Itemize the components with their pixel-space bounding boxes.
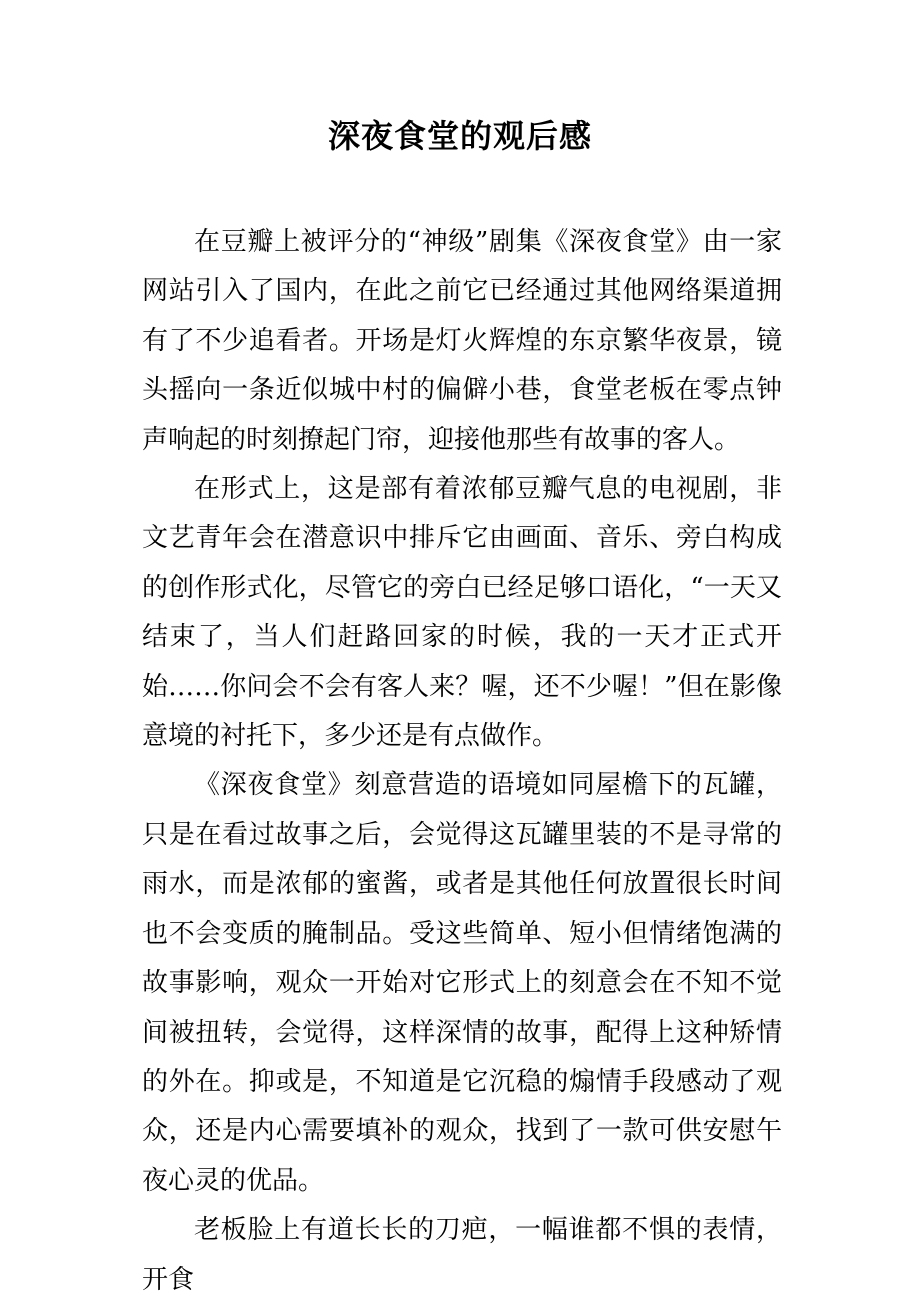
document-title: 深夜食堂的观后感 <box>327 117 592 155</box>
paragraph-3: 《深夜食堂》刻意营造的语境如同屋檐下的瓦罐，只是在看过故事之后，会觉得这瓦罐里装的不是寻常的雨水，而是浓郁的蜜酱，或者是其他任何放置很长时间也不会变质的腌制品。受这些简单、短小但情绪饱满的故事影响，观众一开始对它形式上的刻意会在不知不觉间被扭转，会觉得，这样深情的故事，配得上这种矫情的外在。抑或是，不知道是它沉稳的煽情手段感动了观众，还是内心需要填补的观众，找到了一款可供安慰午夜心灵的优品。 <box>142 770 782 1196</box>
paragraph-2: 在形式上，这是部有着浓郁豆瓣气息的电视剧，非文艺青年会在潜意识中排斥它由画面、音乐、旁白构成的创作形式化，尽管它的旁白已经足够口语化，“一天又结束了，当人们赶路回家的时候，我的一天才正式开始……你问会不会有客人来？喔，还不少喔！”但在影像意境的衬托下，多少还是有点做作。 <box>142 474 782 752</box>
document-body <box>142 218 782 1305</box>
paragraph-4: 老板脸上有道长长的刀疤，一幅谁都不惧的表情，开食 <box>142 1215 782 1295</box>
paragraph-1: 在豆瓣上被评分的“神级”剧集《深夜食堂》由一家网站引入了国内，在此之前它已经通过其他网络渠道拥有了不少追看者。开场是灯火辉煌的东京繁华夜景，镜头摇向一条近似城中村的偏僻小巷，食堂老板在零点钟声响起的时刻撩起门帘，迎接他那些有故事的客人。 <box>142 227 782 455</box>
